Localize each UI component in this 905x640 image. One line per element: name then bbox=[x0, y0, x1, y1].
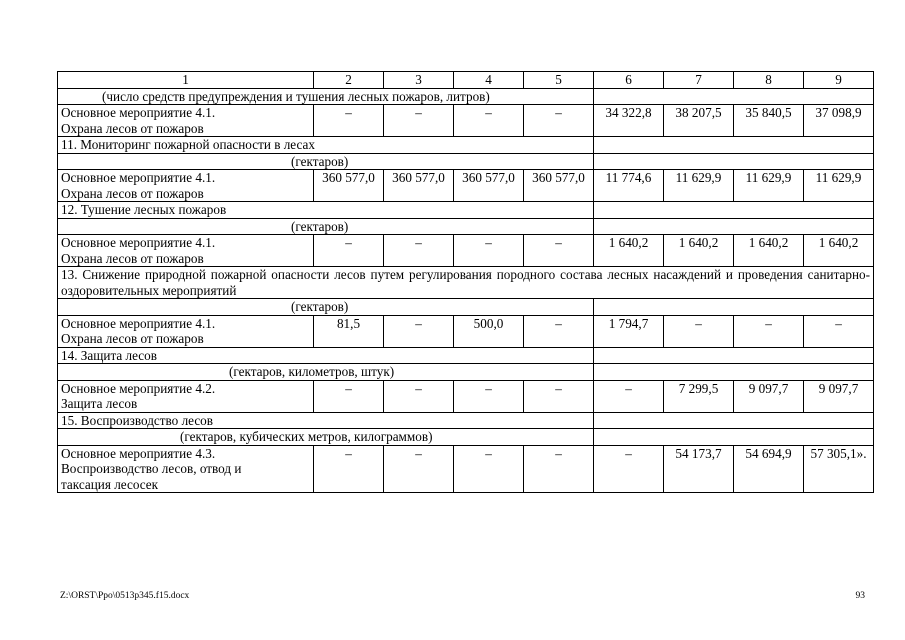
value-cell: – bbox=[734, 315, 804, 347]
row-label bbox=[58, 445, 314, 493]
blank-cell bbox=[594, 299, 874, 316]
value-cell: – bbox=[314, 235, 384, 267]
blank-cell bbox=[594, 153, 874, 170]
value-cell: 81,5 bbox=[314, 315, 384, 347]
blank-cell bbox=[594, 137, 874, 154]
blank-cell bbox=[594, 347, 874, 364]
value-cell: – bbox=[454, 380, 524, 412]
section-title-row bbox=[58, 267, 874, 299]
value-cell: – bbox=[384, 380, 454, 412]
row-label-line: Основное мероприятие 4.3. bbox=[61, 445, 216, 461]
value-cell: 500,0 bbox=[454, 315, 524, 347]
value-cell: – bbox=[594, 380, 664, 412]
blank-cell bbox=[594, 412, 874, 429]
table-row bbox=[58, 170, 874, 202]
unit-label: (гектаров) bbox=[58, 218, 594, 235]
value-cell: 360 577,0 bbox=[314, 170, 384, 202]
row-label-line: Охрана лесов от пожаров bbox=[61, 120, 204, 136]
header-cell: 9 bbox=[804, 72, 874, 89]
value-cell: 54 694,9 bbox=[734, 445, 804, 493]
row-label bbox=[58, 170, 314, 202]
value-cell: – bbox=[664, 315, 734, 347]
unit-label: (гектаров) bbox=[58, 153, 594, 170]
unit-label: (гектаров, кубических метров, килограммов) bbox=[58, 429, 594, 446]
row-label-line: Основное мероприятие 4.1. bbox=[61, 235, 216, 250]
unit-row bbox=[58, 429, 874, 446]
value-cell: – bbox=[524, 380, 594, 412]
value-cell: 1 794,7 bbox=[594, 315, 664, 347]
unit-row bbox=[58, 364, 874, 381]
value-cell: 360 577,0 bbox=[384, 170, 454, 202]
row-label bbox=[58, 235, 314, 267]
value-cell: – bbox=[524, 315, 594, 347]
header-cell: 3 bbox=[384, 72, 454, 89]
value-cell: 9 097,7 bbox=[734, 380, 804, 412]
header-cell: 4 bbox=[454, 72, 524, 89]
value-cell: 9 097,7 bbox=[804, 380, 874, 412]
row-label-line: Основное мероприятие 4.1. bbox=[61, 105, 216, 120]
blank-cell bbox=[594, 202, 874, 219]
value-cell: – bbox=[524, 105, 594, 137]
value-cell: 1 640,2 bbox=[734, 235, 804, 267]
value-cell: – bbox=[524, 235, 594, 267]
header-cell: 6 bbox=[594, 72, 664, 89]
section-title: 11. Мониторинг пожарной опасности в лесах bbox=[58, 137, 594, 154]
value-cell: – bbox=[454, 445, 524, 493]
row-label bbox=[58, 380, 314, 412]
value-cell: 11 629,9 bbox=[664, 170, 734, 202]
value-cell: 57 305,1». bbox=[804, 445, 874, 493]
row-label-line: Охрана лесов от пожаров bbox=[61, 185, 204, 201]
value-cell: 37 098,9 bbox=[804, 105, 874, 137]
header-cell: 2 bbox=[314, 72, 384, 89]
value-cell: 35 840,5 bbox=[734, 105, 804, 137]
value-cell: 1 640,2 bbox=[804, 235, 874, 267]
value-cell: – bbox=[384, 105, 454, 137]
header-cell: 5 bbox=[524, 72, 594, 89]
page-number: 93 bbox=[855, 591, 865, 601]
blank-cell bbox=[594, 218, 874, 235]
header-cell: 1 bbox=[58, 72, 314, 89]
value-cell: – bbox=[384, 235, 454, 267]
unit-row bbox=[58, 88, 874, 105]
unit-label: (гектаров, километров, штук) bbox=[58, 364, 594, 381]
section-title-row bbox=[58, 347, 874, 364]
value-cell: 1 640,2 bbox=[664, 235, 734, 267]
unit-label: (гектаров) bbox=[58, 299, 594, 316]
value-cell: 34 322,8 bbox=[594, 105, 664, 137]
value-cell: 11 774,6 bbox=[594, 170, 664, 202]
table-row bbox=[58, 315, 874, 347]
row-label-line: Охрана лесов от пожаров bbox=[61, 331, 204, 346]
table-row bbox=[58, 105, 874, 137]
row-label-line: Основное мероприятие 4.1. bbox=[61, 315, 216, 331]
value-cell: 7 299,5 bbox=[664, 380, 734, 412]
row-label-line: Защита лесов bbox=[61, 396, 138, 411]
value-cell: 54 173,7 bbox=[664, 445, 734, 493]
section-title: 15. Воспроизводство лесов bbox=[58, 412, 594, 429]
table-row bbox=[58, 235, 874, 267]
header-cell: 7 bbox=[664, 72, 734, 89]
value-cell: – bbox=[384, 445, 454, 493]
header-cell: 8 bbox=[734, 72, 804, 89]
section-title: 12. Тушение лесных пожаров bbox=[58, 202, 594, 219]
value-cell: – bbox=[454, 105, 524, 137]
row-label bbox=[58, 105, 314, 137]
table-row bbox=[58, 380, 874, 412]
blank-cell bbox=[594, 364, 874, 381]
unit-label: (число средств предупреждения и тушения лесных пожаров, литров) bbox=[58, 88, 594, 105]
blank-cell bbox=[594, 429, 874, 446]
value-cell: 360 577,0 bbox=[524, 170, 594, 202]
value-cell: – bbox=[314, 445, 384, 493]
unit-row bbox=[58, 218, 874, 235]
value-cell: 360 577,0 bbox=[454, 170, 524, 202]
section-title: 13. Снижение природной пожарной опасности лесов путем регулирования породного состава лесных насаждений и проведения санитарно-оздоровительных мероприятий bbox=[58, 267, 874, 299]
value-cell: 11 629,9 bbox=[804, 170, 874, 202]
value-cell: – bbox=[524, 445, 594, 493]
row-label bbox=[58, 315, 314, 347]
blank-cell bbox=[594, 88, 874, 105]
value-cell: – bbox=[384, 315, 454, 347]
row-label-line: Основное мероприятие 4.2. bbox=[61, 380, 216, 396]
table-row bbox=[58, 445, 874, 493]
value-cell: – bbox=[454, 235, 524, 267]
row-label-line: Охрана лесов от пожаров bbox=[61, 250, 204, 266]
unit-row bbox=[58, 153, 874, 170]
table-header-row bbox=[58, 72, 874, 89]
section-title: 14. Защита лесов bbox=[58, 347, 594, 364]
row-label-line: Воспроизводство лесов, отвод и bbox=[61, 461, 242, 476]
section-title-row bbox=[58, 202, 874, 219]
section-title-row bbox=[58, 412, 874, 429]
value-cell: 1 640,2 bbox=[594, 235, 664, 267]
value-cell: – bbox=[314, 105, 384, 137]
section-title-row bbox=[58, 137, 874, 154]
value-cell: – bbox=[314, 380, 384, 412]
value-cell: 38 207,5 bbox=[664, 105, 734, 137]
value-cell: 11 629,9 bbox=[734, 170, 804, 202]
footer-file-path: Z:\ORST\Ppo\0513p345.f15.docx bbox=[60, 591, 190, 601]
value-cell: – bbox=[804, 315, 874, 347]
unit-row bbox=[58, 299, 874, 316]
row-label-line: Основное мероприятие 4.1. bbox=[61, 170, 216, 185]
value-cell: – bbox=[594, 445, 664, 493]
row-label-line: таксация лесосек bbox=[61, 476, 159, 492]
program-indicators-table bbox=[57, 71, 874, 493]
